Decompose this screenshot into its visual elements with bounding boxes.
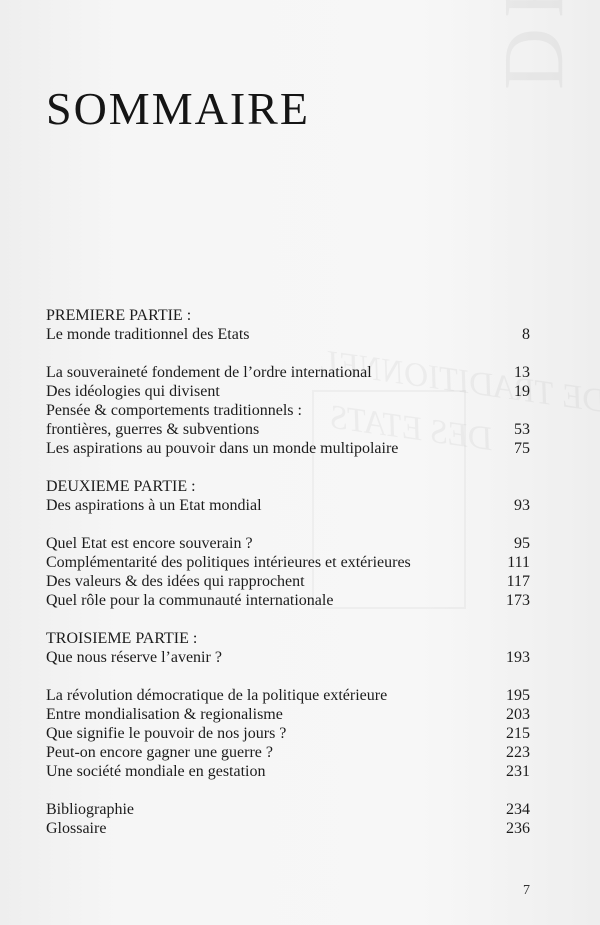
- toc-entry-page: 193: [506, 649, 530, 666]
- toc-entry: [46, 572, 530, 591]
- toc-entry: [46, 705, 530, 724]
- part-2-subtitle-row: [46, 496, 530, 515]
- toc-entry: [46, 382, 530, 401]
- toc-entry-label: Bibliographie: [46, 801, 134, 818]
- part-3-subtitle-row: [46, 648, 530, 667]
- toc-entry: [46, 686, 530, 705]
- bibliography-row: [46, 800, 530, 819]
- toc-entry: [46, 534, 530, 553]
- toc-entry-page: 223: [506, 744, 530, 761]
- toc-entry-label: frontières, guerres & subventions: [46, 421, 260, 438]
- toc-entry-label: La souveraineté fondement de l’ordre international: [46, 364, 372, 381]
- toc-entry: [46, 553, 530, 572]
- toc-entry-page: 93: [514, 497, 530, 514]
- toc-entry-page: 215: [506, 725, 530, 742]
- toc-entry-label: Quel rôle pour la communauté internationale: [46, 592, 334, 609]
- toc-entry-page: 234: [506, 801, 530, 818]
- toc-entry-page: 75: [514, 440, 530, 457]
- toc-entry: [46, 724, 530, 743]
- toc-entry-page: 8: [522, 326, 530, 343]
- toc-entry-label: Que signifie le pouvoir de nos jours ?: [46, 725, 287, 742]
- table-of-contents: [46, 306, 530, 838]
- toc-entry-label: La révolution démocratique de la politique extérieure: [46, 687, 388, 704]
- toc-entry-page: 236: [506, 820, 530, 837]
- toc-entry-label: Des valeurs & des idées qui rapprochent: [46, 573, 305, 590]
- toc-entry-page: 111: [507, 554, 530, 571]
- toc-entry: [46, 439, 530, 458]
- toc-entry-label: Quel Etat est encore souverain ?: [46, 535, 253, 552]
- toc-entry: [46, 743, 530, 762]
- toc-entry-page: 117: [506, 573, 530, 590]
- toc-entry-label: Des aspirations à un Etat mondial: [46, 497, 262, 514]
- glossary-row: [46, 819, 530, 838]
- toc-entry-label: Glossaire: [46, 820, 107, 837]
- part-1-subtitle-row: [46, 325, 530, 344]
- toc-entry-page: 195: [506, 687, 530, 704]
- toc-entry-label: Complémentarité des politiques intérieures et extérieures: [46, 554, 411, 571]
- part-1-heading: PREMIERE PARTIE :: [46, 307, 192, 324]
- toc-entry-label: Une société mondiale en gestation: [46, 763, 266, 780]
- toc-entry: [46, 420, 530, 439]
- toc-entry-label: Entre mondialisation & regionalisme: [46, 706, 283, 723]
- toc-entry: [46, 401, 530, 420]
- toc-entry-page: 203: [506, 706, 530, 723]
- toc-entry-label: Les aspirations au pouvoir dans un monde multipolaire: [46, 440, 399, 457]
- toc-entry: [46, 591, 530, 610]
- toc-entry: [46, 363, 530, 382]
- toc-entry-label: Pensée & comportements traditionnels :: [46, 402, 302, 419]
- toc-entry-label: Le monde traditionnel des Etats: [46, 326, 250, 343]
- page-number: 7: [523, 883, 530, 898]
- page-title: SOMMAIRE: [46, 83, 310, 134]
- toc-entry: [46, 762, 530, 781]
- part-3-heading: TROISIEME PARTIE :: [46, 630, 198, 647]
- part-2-heading: DEUXIEME PARTIE :: [46, 478, 196, 495]
- toc-entry-label: Peut-on encore gagner une guerre ?: [46, 744, 273, 761]
- toc-entry-page: 231: [506, 763, 530, 780]
- toc-entry-page: 173: [506, 592, 530, 609]
- toc-entry-label: Que nous réserve l’avenir ?: [46, 649, 222, 666]
- toc-entry-page: 53: [514, 421, 530, 438]
- show-through-vertical-text: [485, 0, 585, 90]
- toc-entry-page: 13: [514, 364, 530, 381]
- toc-entry-page: 19: [514, 383, 530, 400]
- toc-entry-label: Des idéologies qui divisent: [46, 383, 220, 400]
- toc-entry-page: 95: [514, 535, 530, 552]
